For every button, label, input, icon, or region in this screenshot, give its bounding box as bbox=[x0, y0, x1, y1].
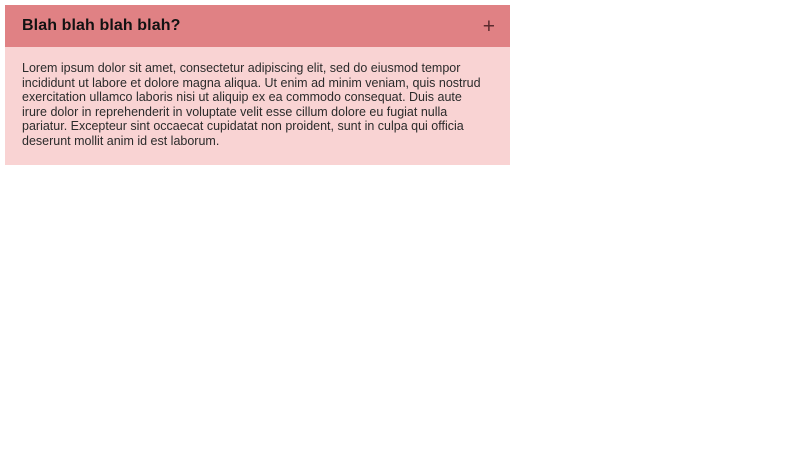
accordion-header-button[interactable] bbox=[5, 5, 510, 47]
accordion-panel bbox=[5, 47, 510, 165]
accordion-item bbox=[5, 5, 510, 165]
accordion-question-label: Blah blah blah blah? bbox=[22, 17, 181, 34]
accordion-answer-text: Lorem ipsum dolor sit amet, consectetur adipiscing elit, sed do eiusmod tempor incididunt ut labore et dolore magna aliqua. Ut enim ad minim veniam, quis nostrud exercitation ullamco laboris nisi ut aliquip ex ea commodo consequat. Duis aute irure dolor in reprehenderit in voluptate velit esse cillum dolore eu fugiat nulla pariatur. Excepteur sint occaecat cupidatat non proident, sunt in culpa qui officia deserunt mollit anim id est laborum. bbox=[22, 61, 481, 148]
plus-icon[interactable]: + bbox=[482, 14, 495, 38]
